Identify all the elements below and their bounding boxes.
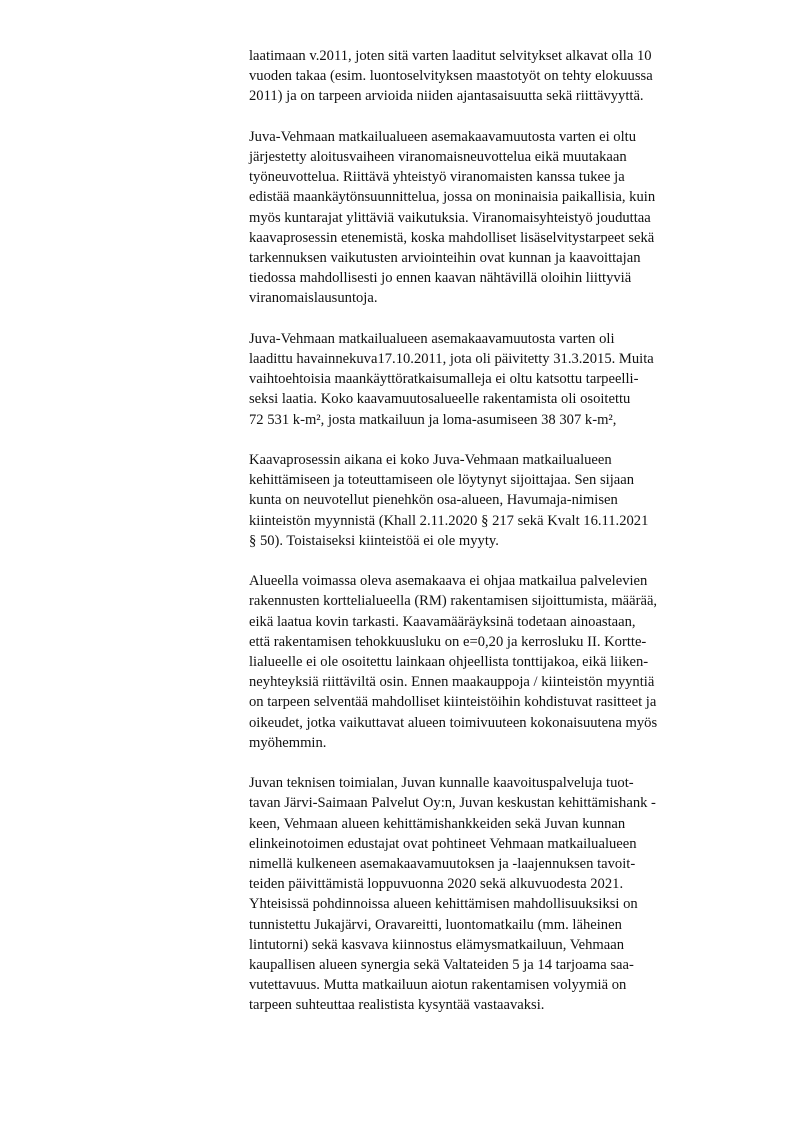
text-line: tarkennuksen vaikutusten arviointeihin ovat kunnan ja kaavoittajan xyxy=(249,250,641,267)
text-line: Juvan teknisen toimialan, Juvan kunnalle kaavoituspalveluja tuot- xyxy=(249,775,634,792)
paragraph-gap xyxy=(249,753,735,773)
text-line: seksi laatia. Koko kaavamuutosalueelle rakentamista oli osoitettu xyxy=(249,391,631,408)
text-line: teiden päivittämistä loppuvuonna 2020 sekä alkuvuodesta 2021. xyxy=(249,876,624,893)
paragraph-gap xyxy=(249,430,735,450)
text-line: tarpeen suhteuttaa realistista kysyntää vastaavaksi. xyxy=(249,997,545,1014)
text-line: oikeudet, jotka vaikuttavat alueen toimivuuteen kokonaisuutena myös xyxy=(249,714,658,731)
text-line: vaihtoehtoisia maankäyttöratkaisumalleja ei oltu katsottu tarpeelli- xyxy=(249,371,639,388)
text-line: laatimaan v.2011, joten sitä varten laaditut selvitykset alkavat olla 10 xyxy=(249,48,652,64)
text-line: Kaavaprosessin aikana ei koko Juva-Vehmaan matkailualueen xyxy=(249,452,612,469)
text-line: neyhteyksiä riittäviltä osin. Ennen maakauppoja / kiinteistön myyntiä xyxy=(249,674,655,691)
text-line: viranomaislausuntoja. xyxy=(249,290,378,307)
text-line: Juva-Vehmaan matkailualueen asemakaavamuutosta varten oli xyxy=(249,330,615,347)
text-line: lialueelle ei ole osoitettu lainkaan ohjeellista tonttijakoa, eikä liiken- xyxy=(249,654,649,671)
text-line: vutettavuus. Mutta matkailuun aiotun rakentamisen volyymiä on xyxy=(249,977,627,994)
paragraph-6 xyxy=(249,773,735,1015)
text-line: järjestetty aloitusvaiheen viranomaisneuvottelua eikä muutakaan xyxy=(249,149,627,165)
paragraph-gap xyxy=(249,309,735,329)
paragraph-4 xyxy=(249,450,735,551)
text-line: tiedossa mahdollisesti jo ennen kaavan nähtävillä oloihin liittyviä xyxy=(249,270,632,287)
text-line: Alueella voimassa oleva asemakaava ei ohjaa matkailua palvelevien xyxy=(249,573,648,590)
paragraph-3 xyxy=(249,329,735,430)
text-line: kaupallisen alueen synergia sekä Valtateiden 5 ja 14 tarjoama saa- xyxy=(249,957,634,974)
text-line: edistää maankäytönsuunnittelua, jossa on moninaisia paikallisia, kuin xyxy=(249,189,656,206)
paragraph-gap xyxy=(249,551,735,571)
text-line: tavan Järvi-Saimaan Palvelut Oy:n, Juvan keskustan kehittämishank - xyxy=(249,795,656,812)
text-line: on tarpeen selventää mahdolliset kiinteistöihin kohdistuvat rasitteet ja xyxy=(249,694,657,711)
text-line: tunnistettu Jukajärvi, Oravareitti, luontomatkailu (mm. läheinen xyxy=(249,916,622,933)
text-line: eikä laatua kovin tarkasti. Kaavamääräyksinä todetaan ainoastaan, xyxy=(249,613,636,630)
text-line: kiinteistön myynnistä (Khall 2.11.2020 § 217 sekä Kvalt 16.11.2021 xyxy=(249,512,649,529)
text-line: rakennusten korttelialueella (RM) rakentamisen sijoittumista, määrää, xyxy=(249,593,658,610)
text-line: keen, Vehmaan alueen kehittämishankkeiden sekä Juvan kunnan xyxy=(249,815,626,832)
text-line: 2011) ja on tarpeen arvioida niiden ajantasaisuutta sekä riittävyyttä. xyxy=(249,88,644,105)
text-line: laadittu havainnekuva17.10.2011, jota oli päivitetty 31.3.2015. Muita xyxy=(249,351,654,368)
paragraph-1 xyxy=(249,46,735,107)
text-line: kehittämiseen ja toteuttamiseen ole löytynyt sijoittajaa. Sen sijaan xyxy=(249,472,635,489)
text-line: kunta on neuvotellut pienehkön osa-alueen, Havumaja-nimisen xyxy=(249,492,618,509)
text-line: myöhemmin. xyxy=(249,734,327,751)
text-line: Juva-Vehmaan matkailualueen asemakaavamuutosta varten ei oltu xyxy=(249,128,636,145)
paragraph-5 xyxy=(249,571,735,753)
text-line: Yhteisissä pohdinnoissa alueen kehittämisen mahdollisuuksiksi on xyxy=(249,896,638,913)
paragraph-2 xyxy=(249,127,735,309)
paragraph-gap xyxy=(249,107,735,127)
text-line: että rakentamisen tehokkuusluku on e=0,20 ja kerrosluku II. Kortte- xyxy=(249,633,647,650)
text-line: 72 531 k-m², josta matkailuun ja loma-asumiseen 38 307 k-m², xyxy=(249,411,617,428)
text-line: myös kuntarajat ylittäviä vaikutuksia. Viranomaisyhteistyö jouduttaa xyxy=(249,209,651,226)
text-line: lintutorni) sekä kasvava kiinnostus elämysmatkailuun, Vehmaan xyxy=(249,936,625,953)
text-line: vuoden takaa (esim. luontoselvityksen maastotyöt on tehty elokuussa xyxy=(249,68,653,85)
text-line: työneuvottelua. Riittävä yhteistyö viranomaisten kanssa tukee ja xyxy=(249,169,625,186)
text-line: nimellä kulkeneen asemakaavamuutoksen ja -laajennuksen tavoit- xyxy=(249,856,636,873)
body-text xyxy=(249,46,735,1016)
text-line: § 50). Toistaiseksi kiinteistöä ei ole myyty. xyxy=(249,532,499,549)
text-line: kaavaprosessin etenemistä, koska mahdolliset lisäselvitystarpeet sekä xyxy=(249,229,655,246)
text-line: elinkeinotoimen edustajat ovat pohtineet Vehmaan matkailualueen xyxy=(249,835,637,852)
